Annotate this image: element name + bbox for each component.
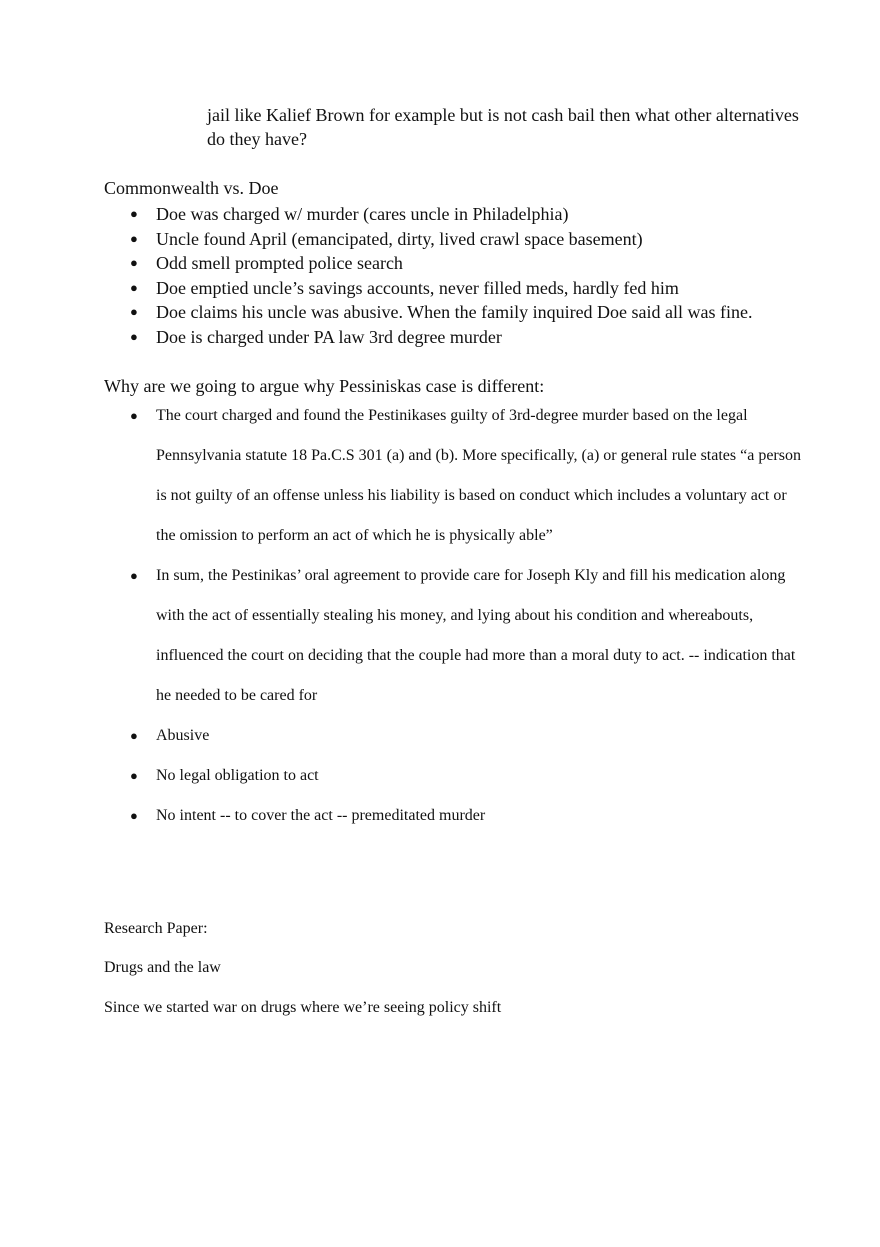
bullet-icon: ● — [130, 568, 138, 583]
list-item — [104, 325, 824, 350]
bullet-icon: ● — [130, 230, 138, 246]
list-item-text: Doe was charged w/ murder (cares uncle in Philadelphia) — [156, 204, 569, 224]
argument-bullet-list — [104, 396, 804, 836]
bullet-icon: ● — [130, 768, 138, 783]
list-item — [104, 251, 824, 276]
bullet-icon: ● — [130, 328, 138, 344]
bullet-icon: ● — [130, 304, 138, 319]
research-label: Research Paper: — [104, 920, 208, 937]
bullet-icon: ● — [130, 728, 138, 743]
list-item-text: Doe is charged under PA law 3rd degree murder — [156, 326, 502, 347]
bullet-icon: ● — [130, 808, 138, 823]
list-item — [104, 756, 804, 796]
list-item — [104, 202, 824, 227]
list-item-text: No legal obligation to act — [156, 767, 319, 784]
bullet-icon: ● — [130, 206, 138, 221]
argument-heading: Why are we going to argue why Pessiniskas case is different: — [104, 376, 545, 396]
list-item — [104, 556, 804, 716]
list-item-text: The court charged and found the Pestinikases guilty of 3rd-degree murder based on the legal Pennsylvania statute 18 Pa.C.S 301 (a) and (b). More specifically, (a) or general rule states “a person is not guilty of an offense unless his liability is based on conduct which includes a voluntary act or the omission to perform an act of which he is physically able” — [156, 407, 801, 544]
list-item — [104, 396, 804, 556]
case-bullet-list — [104, 202, 824, 349]
list-item-text: In sum, the Pestinikas’ oral agreement to provide care for Joseph Kly and fill his medication along with the act of essentially stealing his money, and lying about his condition and whereabouts, influenced the court on deciding that the couple had more than a moral duty to act. -- indication that he needed to be cared for — [156, 567, 796, 704]
bullet-icon: ● — [130, 255, 138, 270]
research-note: Since we started war on drugs where we’re seeing policy shift — [104, 999, 502, 1016]
list-item — [104, 300, 824, 325]
list-item-text: Odd smell prompted police search — [156, 253, 403, 273]
list-item-text: Doe claims his uncle was abusive. When the family inquired Doe said all was fine. — [156, 302, 753, 322]
research-topic: Drugs and the law — [104, 959, 221, 976]
list-item-text: Uncle found April (emancipated, dirty, lived crawl space basement) — [156, 228, 643, 249]
list-item — [104, 716, 804, 756]
list-item — [104, 796, 804, 836]
list-item — [104, 276, 824, 301]
list-item — [104, 227, 824, 252]
bullet-icon: ● — [130, 279, 138, 295]
list-item-text: Abusive — [156, 727, 210, 744]
list-item-text: No intent -- to cover the act -- premeditated murder — [156, 807, 486, 824]
case-heading: Commonwealth vs. Doe — [104, 178, 279, 198]
list-item-text: Doe emptied uncle’s savings accounts, never filled meds, hardly fed him — [156, 277, 679, 298]
intro-paragraph: jail like Kalief Brown for example but is not cash bail then what other alternatives do they have? — [207, 105, 799, 149]
bullet-icon: ● — [130, 408, 138, 423]
